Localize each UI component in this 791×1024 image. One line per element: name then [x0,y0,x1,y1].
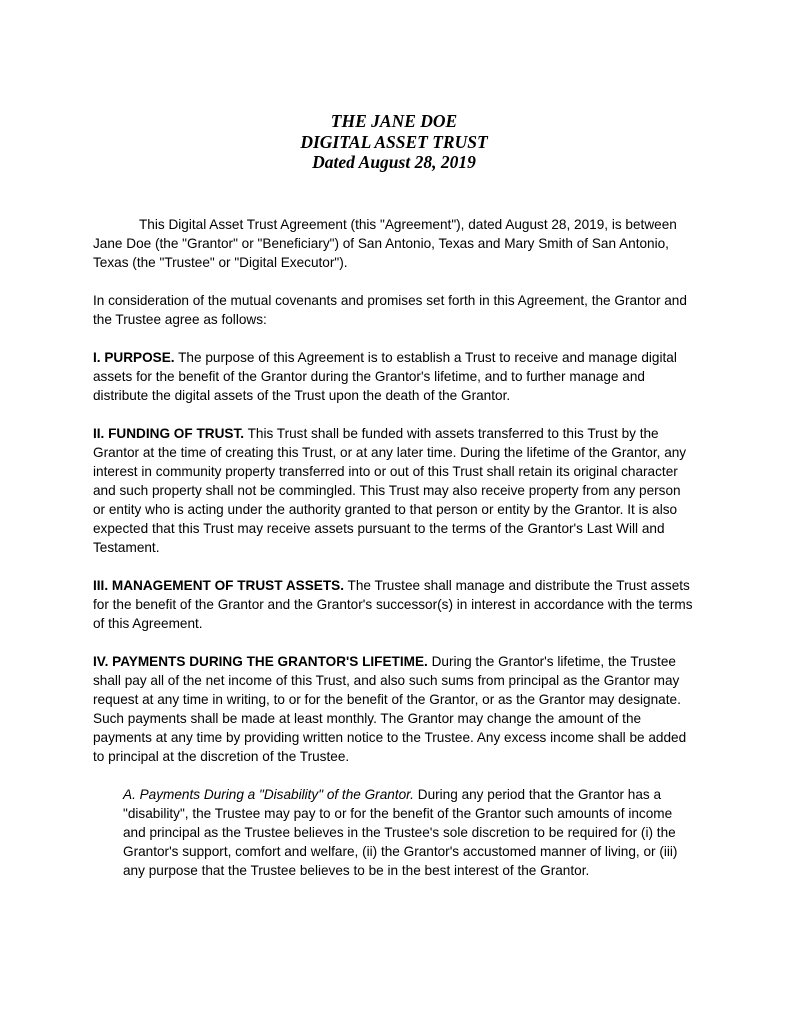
section-funding [93,424,695,557]
section-purpose [93,348,695,405]
section-heading: II. FUNDING OF TRUST. [93,425,245,441]
section-heading: III. MANAGEMENT OF TRUST ASSETS. [93,577,344,593]
section-heading: IV. PAYMENTS DURING THE GRANTOR'S LIFETIME. [93,653,428,669]
subsection-text: During any period that the Grantor has a "disability", the Trustee may pay to or for the benefit of the Grantor such amounts of income and principal as the Trustee believes in the Trustee's sole discretion to be required for (i) the Grantor's support, comfort and welfare, (ii) the Grantor's accustomed manner of living, or (iii) any purpose that the Trustee believes to be in the best interest of the Grantor. [123,786,678,878]
section-text: This Trust shall be funded with assets transferred to this Trust by the Grantor at the time of creating this Trust, or at any later time. During the lifetime of the Grantor, any interest in community property transferred into or out of this Trust shall retain its original character and such property shall not be commingled. This Trust may also receive property from any person or entity who is acting under the authority granted to that person or entity by the Grantor. It is also expected that this Trust may receive assets pursuant to the terms of the Grantor's Last Will and Testament. [93,425,687,555]
title-line-1: THE JANE DOE [330,111,458,131]
title-line-2: DIGITAL ASSET TRUST [300,131,488,152]
subsection-disability [123,785,695,880]
document-body [93,215,695,880]
section-text: During the Grantor's lifetime, the Trustee shall pay all of the net income of this Trust, and also such sums from principal as the Grantor may request at any time in writing, to or for the benefit of the Grantor, or as the Grantor may designate. Such payments shall be made at least monthly. The Grantor may change the amount of the payments at any time by providing written notice to the Trustee. Any excess income shall be added to principal at the discretion of the Trustee. [93,653,687,764]
document-title [93,111,695,173]
section-text: The purpose of this Agreement is to establish a Trust to receive and manage digital assets for the benefit of the Grantor during the Grantor's lifetime, and to further manage and distribute the digital assets of the Trust upon the death of the Grantor. [93,349,677,403]
subsection-heading: A. Payments During a "Disability" of the Grantor. [123,786,414,802]
section-text: The Trustee shall manage and distribute the Trust assets for the benefit of the Grantor and the Grantor's successor(s) in interest in accordance with the terms of this Agreement. [93,577,693,631]
title-line-3: Dated August 28, 2019 [312,152,476,172]
consideration-paragraph: In consideration of the mutual covenants and promises set forth in this Agreement, the Grantor and the Trustee agree as follows: [93,292,687,327]
section-payments [93,652,695,766]
intro-paragraph: This Digital Asset Trust Agreement (this "Agreement"), dated August 28, 2019, is between Jane Doe (the "Grantor" or "Beneficiary") of San Antonio, Texas and Mary Smith of San Antonio, Texas (the "Trustee" or "Digital Executor"). [93,216,677,270]
section-heading: I. PURPOSE. [93,349,175,365]
section-management [93,576,695,633]
